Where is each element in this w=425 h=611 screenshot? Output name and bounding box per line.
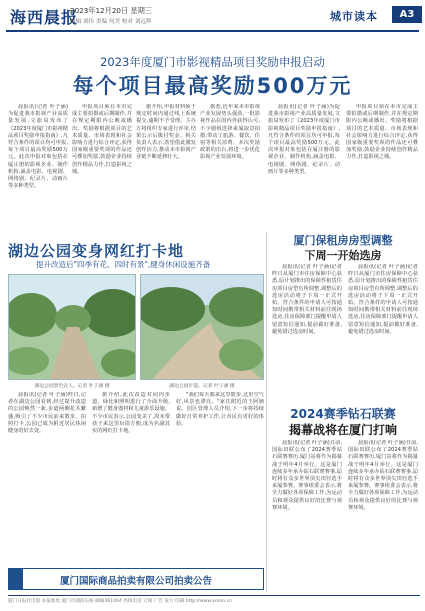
rent-paragraph-2: 晨报讯(记者 叶子涵)记者昨日从厦门市住房保障中心获悉,原计划推出的保障性租赁住房项目房型有所调整,调整后的选房活动将于下周一正式开始。符合条件的申请人可按通知时间携带相关材料前往现场选房,住房保障部门提醒申请人留意短信通知,提前做好准备,避免错过选房时间。: [348, 264, 418, 335]
lead-paragraph-1: 晨报讯(记者 叶子涵)为促进我市影视产业高质量发展,文旅局发布了《2023年度厦门市影视精品项目奖励申报指南》,凡符合条件的项目均可申报,每个项目最高奖励500万元。此次申报对象包括在厦注册的影视企业、制作机构,涵盖电影、电视剧、网络剧、纪录片、动画片等多种类型。: [8, 104, 68, 190]
park-column-1: [8, 392, 86, 562]
park-photo-secondary: [140, 274, 264, 380]
banner-title: 厦门国际商品拍卖有限公司拍卖公告: [59, 576, 212, 587]
masthead-divider: [6, 30, 419, 32]
league-column-2: [348, 440, 418, 590]
park-column-3: [176, 392, 264, 562]
lead-column-2: [72, 104, 132, 228]
issue-date: 2023年12月20日 星期三: [70, 6, 152, 15]
park-column-2: [92, 392, 170, 562]
park-headline: 湖边公园变身网红打卡地: [8, 242, 185, 260]
league-paragraph-1: 晨报讯(记者 叶子涵)日前,国际田联公布了2024赛季钻石联赛赛历,厦门站将作为揭幕战于明年4月举行。这是厦门连续多年承办钻石联赛赛事,届时将有众多世界顶尖田径选手来厦参赛。赛事组委会表示,将全力做好各项保障工作,为运动员和观众提供良好的比赛与观赛环境。: [272, 440, 342, 511]
park-photo-path-image: [141, 275, 264, 380]
lead-paragraph-3: 据介绍,申报材料须于规定时间内通过线上系统提交,逾期不予受理。主办方将组织专家进行评审,结果公示后拨付奖金。相关负责人表示,希望借此激发创作活力,推动本市影视产业链不断延伸壮大。: [136, 104, 196, 161]
lead-paragraph-4: 据悉,近年来本市影视产业发展势头强劲,一批影视作品在国内外获得认可,不少剧组选择来厦取景拍摄,带动了旅游、餐饮、住宿等相关消费。本次奖励政策的出台,将进一步优化影视产业发展环境。: [200, 104, 260, 161]
column-divider: [266, 232, 267, 592]
footer-divider: [8, 595, 420, 596]
issue-info: 编辑 刘伟 美编 何美 校对 刘远辉: [70, 19, 152, 25]
lead-paragraph-5: 晨报讯(记者 叶子涵)为促进我市影视产业高质量发展,文旅局发布了《2023年度厦门市影视精品项目奖励申报指南》,凡符合条件的项目均可申报,每个项目最高奖励500万元。此次申报对象包括在厦注册的影视企业、制作机构,涵盖电影、电视剧、网络剧、纪录片、动画片等多种类型。: [268, 104, 340, 175]
rent-headline-line-1: 厦门保租房房型调整: [293, 234, 393, 247]
park-paragraph-1: 晨报讯(记者 叶子涵)昨日,记者在湖边公园看到,经过提升改造的公园焕然一新,步道两侧花木繁盛,吸引了不少市民前来散步、拍照打卡,公园已成为附近居民休闲健身的好去处。: [8, 392, 86, 435]
park-photo-main: [8, 274, 136, 380]
lead-column-1: [8, 104, 68, 228]
league-headline-line-2: 揭幕战将在厦门打响: [288, 423, 397, 437]
lead-headline: 每个项目最高奖励500万元: [72, 74, 353, 98]
park-photo-main-caption: 湖边公园景色宜人。记者 叶子涵 摄: [34, 384, 110, 389]
rent-paragraph-1: 晨报讯(记者 叶子涵)记者昨日从厦门市住房保障中心获悉,原计划推出的保障性租赁住房项目房型有所调整,调整后的选房活动将于下周一正式开始。符合条件的申请人可按通知时间携带相关材料前往现场选房,住房保障部门提醒申请人留意短信通知,提前做好准备,避免错过选房时间。: [272, 264, 342, 335]
masthead: [0, 0, 425, 36]
rent-headline-line-2: 下周一开始选房: [304, 249, 382, 262]
auction-notice-banner: [8, 568, 264, 590]
park-paragraph-3: "我们每天都来这里散步,这里空气好,风景也漂亮。"家住附近的王阿姨说。园区管理人员介绍,下一步将持续做好日常养护工作,让市民有更好的体验。: [176, 392, 264, 427]
rent-column-2: [348, 264, 418, 400]
league-headline-line-1: 2024赛季钻石联赛: [290, 407, 396, 421]
park-subhead: 提升改造后"四季有花、四时有景",健身休闲设施齐备: [36, 260, 211, 269]
page-number-badge: A3: [392, 6, 422, 23]
lead-column-5: [268, 104, 340, 228]
newspaper-logo: [6, 6, 79, 30]
park-paragraph-2: 据介绍,此次改造对园内步道、绿化和照明进行了全面升级,新增了健身器材和儿童游乐设施。不少市民表示,公园变美了,周末带孩子来这里玩很方便,成为名副其实的网红打卡地。: [92, 392, 170, 435]
park-photo-secondary-caption: 湖边公园步道。记者 叶子涵 摄: [169, 384, 235, 389]
lead-column-4: [200, 104, 260, 228]
rent-column-1: [272, 264, 342, 400]
lead-paragraph-2: 申报项目须在本市完成主要拍摄或后期制作,并在规定期限内公映或播出。奖励将根据项目的艺术质量、市场表现和社会影响力进行综合评定,获得国家级重要奖项的作品还可叠加奖励,鼓励企业持续创作精品力作,打造影视之城。: [72, 104, 132, 175]
lead-column-3: [136, 104, 196, 228]
section-title: 城市读本: [330, 10, 378, 23]
lead-column-6: [346, 104, 418, 228]
park-photo-image: [9, 275, 136, 380]
lead-kicker: 2023年度厦门市影视精品项目奖励申报启动: [100, 55, 325, 69]
league-column-1: [272, 440, 342, 590]
lead-paragraph-6: 申报项目须在本市完成主要拍摄或后期制作,并在规定期限内公映或播出。奖励将根据项目的艺术质量、市场表现和社会影响力进行综合评定,获得国家级重要奖项的作品还可叠加奖励,鼓励企业持续创作精品力作,打造影视之城。: [346, 104, 418, 161]
logo-text: 海西晨报: [10, 8, 79, 27]
page-footer: 厦门日报社出版 本报地址:厦门市湖滨东路 邮编361004 热线电话 订阅 广告 发行 印刷 http://www.xmnn.cn: [8, 599, 233, 604]
league-paragraph-2: 晨报讯(记者 叶子涵)日前,国际田联公布了2024赛季钻石联赛赛历,厦门站将作为揭幕战于明年4月举行。这是厦门连续多年承办钻石联赛赛事,届时将有众多世界顶尖田径选手来厦参赛。赛事组委会表示,将全力做好各项保障工作,为运动员和观众提供良好的比赛与观赛环境。: [348, 440, 418, 511]
